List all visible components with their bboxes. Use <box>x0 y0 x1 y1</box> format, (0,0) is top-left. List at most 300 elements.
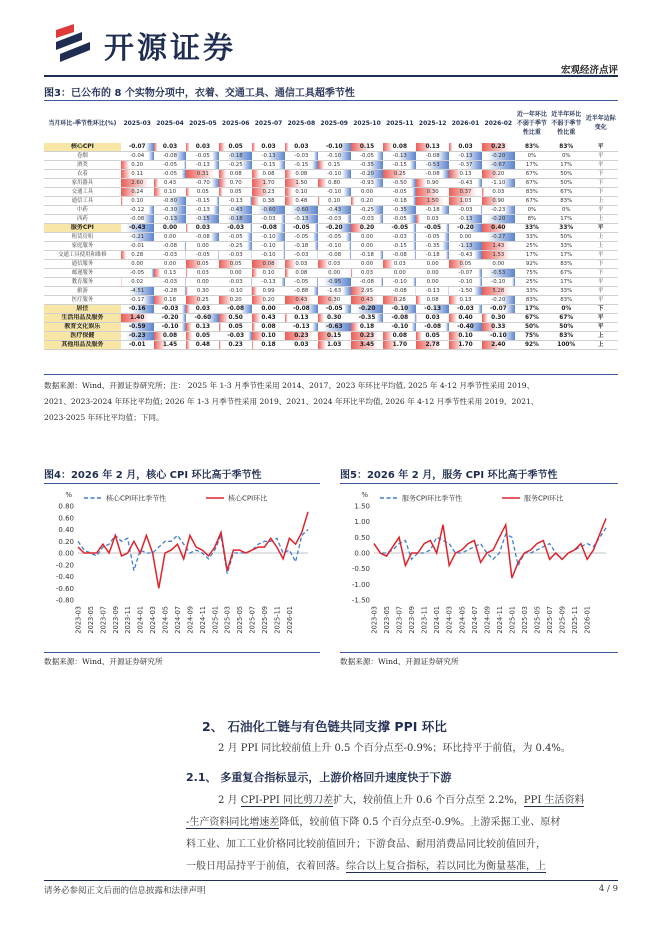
table-cell-value: -0.13 <box>416 287 449 296</box>
table-cell-value: -0.93 <box>351 179 384 188</box>
table-cell-value: 0.24 <box>121 188 154 197</box>
table-cell-value: 0.20 <box>351 224 384 233</box>
table-cell-value: -0.08 <box>416 170 449 179</box>
table-cell-value: 5.28 <box>482 287 515 296</box>
table-header-month: 2025-12 <box>418 119 447 127</box>
table-cell-value: 0.90 <box>482 197 515 206</box>
table-cell-value: -0.03 <box>219 224 252 233</box>
y-tick-label: 0.80 <box>58 502 74 511</box>
table-cell-value: 0.28 <box>121 251 154 260</box>
series-line-actual <box>374 519 606 579</box>
table-cell-value: 0.50 <box>219 314 252 323</box>
table-cell-share-half: 50% <box>549 233 583 242</box>
table-cell-value: 0.23 <box>351 332 384 341</box>
table-cell-value: -0.03 <box>219 251 252 260</box>
table-cell-value: -0.59 <box>121 323 154 332</box>
table-header-month: 2026-02 <box>484 119 513 127</box>
table-cell-value: 2.40 <box>482 341 515 350</box>
x-tick-label: 2024-05 <box>161 606 170 634</box>
table-cell-change: 下 <box>583 260 618 269</box>
table-cell-change: 平 <box>583 152 618 161</box>
service-cpi-chart <box>340 484 618 652</box>
table-cell-value: -0.20 <box>351 305 384 314</box>
table-header-month: 2025-06 <box>221 119 250 127</box>
table-cell-value: 0.00 <box>318 269 351 278</box>
y-tick-label: 0.00 <box>354 549 370 558</box>
table-cell-share-half: 83% <box>549 296 583 305</box>
table-cell-share-half: 17% <box>549 161 583 170</box>
table-cell-share-half: 0% <box>549 152 583 161</box>
cpi-seasonal-table <box>44 103 618 350</box>
table-cell-value: -0.43 <box>449 179 482 188</box>
table-cell-share-year: 0% <box>515 206 549 215</box>
paragraph-2-line-4 <box>186 856 618 878</box>
x-tick-label: 2023-07 <box>99 606 108 634</box>
table-cell-value: 0.03 <box>186 224 219 233</box>
table-cell-value: -0.63 <box>318 323 351 332</box>
table-cell-value: -0.28 <box>154 287 187 296</box>
table-cell-value: -0.08 <box>252 224 285 233</box>
table-cell-value: -0.13 <box>449 215 482 224</box>
table-cell-value: 0.03 <box>285 143 318 152</box>
table-cell-value: -1.13 <box>449 242 482 251</box>
legend-label: 服务CPI环比季节性 <box>402 494 463 503</box>
table-cell-value: -0.10 <box>154 323 187 332</box>
p5-underline: 综合以上复合指标，若以同比为衡量基准，上 <box>346 861 546 872</box>
paragraph-1: 2 月 PPI 同比较前值上升 0.5 个百分点至-0.9%；环比持平于前值，为 0.4%。 <box>218 743 571 754</box>
table-cell-value: 0.03 <box>186 269 219 278</box>
table-cell-share-year: 92% <box>515 260 549 269</box>
legend-label: 服务CPI环比 <box>524 494 564 503</box>
table-cell-value: 1.43 <box>482 242 515 251</box>
legend-label: 核心CPI环比季节性 <box>106 494 167 503</box>
table-row-label: 教育服务 <box>44 278 121 287</box>
table-header-month: 2025-04 <box>156 119 184 127</box>
table-row-label: 居住 <box>44 305 121 314</box>
table-cell-value: 0.03 <box>318 260 351 269</box>
y-tick-label: -0.20 <box>55 561 74 570</box>
table-cell-value: -0.08 <box>351 278 384 287</box>
table-cell-value: -0.10 <box>449 278 482 287</box>
table-cell-value: -0.20 <box>351 170 384 179</box>
table-cell-value: 0.40 <box>482 224 515 233</box>
table-cell-value: 0.33 <box>482 323 515 332</box>
table-cell-value: 1.03 <box>318 341 351 350</box>
table-cell-change: 平 <box>583 161 618 170</box>
table-cell-value: -0.53 <box>482 269 515 278</box>
table-cell-value: -0.05 <box>383 224 416 233</box>
table-cell-value: 0.08 <box>416 296 449 305</box>
table-cell-value: 0.28 <box>383 296 416 305</box>
table-cell-value: 0.08 <box>219 170 252 179</box>
table-cell-change: 平 <box>583 323 618 332</box>
table-cell-share-year: 0% <box>515 152 549 161</box>
table-cell-value: 0.00 <box>351 233 384 242</box>
x-tick-label: 2024-11 <box>495 606 504 634</box>
table-cell-value: 1.53 <box>482 251 515 260</box>
table-cell-value: -0.05 <box>186 251 219 260</box>
table-cell-share-year: 67% <box>515 179 549 188</box>
table-cell-share-year: 33% <box>515 233 549 242</box>
table-cell-change: 下 <box>583 188 618 197</box>
table-cell-value: -0.01 <box>121 242 154 251</box>
table-cell-value: -0.15 <box>285 161 318 170</box>
table-row-label: 卷烟 <box>44 152 121 161</box>
y-tick-label: 1.50 <box>354 502 370 511</box>
x-tick-label: 2024-09 <box>483 606 492 634</box>
table-cell-value: -0.05 <box>285 224 318 233</box>
x-tick-label: 2024-11 <box>198 606 207 634</box>
table-cell-value: 0.23 <box>219 341 252 350</box>
table-cell-share-year: 83% <box>515 296 549 305</box>
table-row <box>44 269 618 278</box>
table-row-label: 酒类 <box>44 161 121 170</box>
table-row-label: 医疗服务 <box>44 296 121 305</box>
table-cell-value: 0.48 <box>285 197 318 206</box>
table-row <box>44 197 618 206</box>
table-cell-share-year: 8% <box>515 215 549 224</box>
table-cell-value: -0.35 <box>351 161 384 170</box>
table-cell-value: -0.03 <box>285 251 318 260</box>
table-row-label: 西药 <box>44 215 121 224</box>
table-cell-value: -0.05 <box>154 161 187 170</box>
table-cell-value: -0.13 <box>285 215 318 224</box>
table-cell-value: 2.60 <box>121 179 154 188</box>
table-row <box>44 323 618 332</box>
table-header-month: 2025-03 <box>123 119 151 127</box>
table-cell-share-half: 67% <box>549 188 583 197</box>
table-cell-value: 0.43 <box>285 296 318 305</box>
table-cell-value: -4.51 <box>121 287 154 296</box>
table-cell-share-half: 33% <box>549 287 583 296</box>
table-cell-share-half: 0% <box>549 206 583 215</box>
table-cell-value: 1.70 <box>252 179 285 188</box>
table-cell-value: -0.05 <box>219 233 252 242</box>
table-header-month: 2025-08 <box>287 119 316 127</box>
p5-text: 一般日用品持平于前值，衣着回落。 <box>186 861 346 872</box>
table-cell-value: -0.18 <box>383 197 416 206</box>
table-cell-value: -0.35 <box>351 314 384 323</box>
table-cell-share-year: 25% <box>515 242 549 251</box>
table-cell-value: 0.02 <box>121 278 154 287</box>
x-tick-label: 2023-11 <box>124 606 133 634</box>
table-cell-value: 0.00 <box>416 278 449 287</box>
table-cell-value: -0.15 <box>252 161 285 170</box>
table-cell-value: -0.20 <box>482 215 515 224</box>
table-cell-value: -0.07 <box>482 305 515 314</box>
table-cell-value: 0.40 <box>449 314 482 323</box>
table-figure-title: 图3：已公布的 8 个实物分项中，衣着、交通工具、通信工具超季节性 <box>44 88 355 99</box>
table-cell-value: -1.63 <box>318 287 351 296</box>
table-cell-share-year: 33% <box>515 287 549 296</box>
table-cell-change: 平 <box>583 251 618 260</box>
y-tick-label: -0.50 <box>351 565 370 574</box>
table-cell-value: 0.08 <box>252 260 285 269</box>
table-row-label: 家用器具 <box>44 179 121 188</box>
table-cell-value: -0.10 <box>318 188 351 197</box>
table-cell-value: -0.03 <box>449 206 482 215</box>
table-row-label: 通信服务 <box>44 260 121 269</box>
table-cell-value: -0.10 <box>318 152 351 161</box>
table-cell-change: 下 <box>583 305 618 314</box>
table-cell-value: 0.10 <box>318 197 351 206</box>
table-cell-value: -0.03 <box>219 278 252 287</box>
table-row <box>44 170 618 179</box>
table-cell-value: -0.10 <box>318 143 351 152</box>
table-cell-value: 0.08 <box>154 332 187 341</box>
section-heading: 2、 石油化工链与有色链共同支撑 PPI 环比 <box>202 719 447 734</box>
table-row <box>44 224 618 233</box>
table-cell-share-year: 75% <box>515 269 549 278</box>
table-row <box>44 179 618 188</box>
table-cell-value: -0.27 <box>482 233 515 242</box>
table-row-label: 家庭服务 <box>44 242 121 251</box>
table-cell-value: -0.05 <box>285 233 318 242</box>
table-cell-value: 0.05 <box>219 260 252 269</box>
table-cell-value: 0.20 <box>219 296 252 305</box>
table-row-label: 中药 <box>44 206 121 215</box>
table-cell-value: 0.05 <box>449 260 482 269</box>
table-cell-value: -0.37 <box>449 161 482 170</box>
table-row <box>44 161 618 170</box>
table-cell-value: 0.80 <box>318 179 351 188</box>
table-cell-value: -0.10 <box>383 278 416 287</box>
table-cell-value: -1.10 <box>482 179 515 188</box>
table-row-label: 核心CPI <box>44 143 121 152</box>
table-cell-value: -0.13 <box>285 323 318 332</box>
table-cell-value: -0.10 <box>383 323 416 332</box>
paragraph-2-line-1 <box>218 790 650 812</box>
table-cell-value: -0.43 <box>449 251 482 260</box>
table-cell-value: 0.08 <box>285 170 318 179</box>
table-cell-value: -0.67 <box>482 161 515 170</box>
p2-text-b: 扩大，较前值上升 0.6 个百分点至 2.2%， <box>333 795 524 806</box>
table-cell-value: -0.50 <box>383 179 416 188</box>
table-cell-change: 上 <box>583 341 618 350</box>
x-tick-label: 2023-05 <box>86 606 95 634</box>
table-row <box>44 287 618 296</box>
chart-right-title: 图5：2026 年 2 月，服务 CPI 环比高于季节性 <box>340 470 558 481</box>
table-row-label: 其他用品及服务 <box>44 341 121 350</box>
table-cell-value: -0.10 <box>252 233 285 242</box>
table-cell-value: 0.20 <box>351 197 384 206</box>
table-cell-share-half: 0% <box>549 305 583 314</box>
table-cell-value: -0.21 <box>121 233 154 242</box>
table-cell-value: 0.00 <box>154 260 187 269</box>
table-header-month: 2025-09 <box>320 119 348 127</box>
table-cell-value: -0.12 <box>121 206 154 215</box>
table-cell-value: 0.43 <box>351 296 384 305</box>
table-cell-value: 0.30 <box>186 287 219 296</box>
table-cell-value: -0.18 <box>416 251 449 260</box>
table-cell-share-half: 83% <box>549 143 583 152</box>
table-row <box>44 215 618 224</box>
x-tick-label: 2025-03 <box>520 606 529 634</box>
table-cell-share-year: 25% <box>515 278 549 287</box>
table-cell-value: 0.08 <box>252 323 285 332</box>
table-cell-value: 0.48 <box>186 341 219 350</box>
table-cell-value: -0.05 <box>383 215 416 224</box>
table-body <box>44 143 618 350</box>
table-header-month: 2026-01 <box>451 119 480 127</box>
table-cell-share-year: 83% <box>515 188 549 197</box>
table-cell-value: 0.30 <box>318 314 351 323</box>
table-cell-value: -0.08 <box>383 251 416 260</box>
x-tick-label: 2024-01 <box>433 606 442 634</box>
series-line-actual <box>78 512 308 588</box>
table-cell-value: -0.15 <box>186 215 219 224</box>
logo-text: 开源证券 <box>104 31 236 66</box>
table-cell-value: 0.00 <box>186 242 219 251</box>
table-cell-value: 0.00 <box>383 269 416 278</box>
x-tick-label: 2024-05 <box>458 606 467 634</box>
table-cell-value: -0.18 <box>351 251 384 260</box>
table-cell-value: 0.13 <box>449 296 482 305</box>
table-cell-value: -0.03 <box>383 233 416 242</box>
table-cell-value: 0.25 <box>186 296 219 305</box>
x-tick-label: 2025-03 <box>223 606 232 634</box>
footer-disclaimer: 请务必参阅正文后面的信息披露和法律声明 <box>44 886 206 896</box>
table-cell-value: 0.00 <box>351 260 384 269</box>
x-tick-label: 2026-01 <box>285 606 294 634</box>
table-cell-value: 0.00 <box>351 188 384 197</box>
table-row <box>44 314 618 323</box>
table-row-label: 教育文化娱乐 <box>44 323 121 332</box>
table-cell-value: -0.23 <box>482 206 515 215</box>
table-cell-share-year: 75% <box>515 332 549 341</box>
table-cell-value: -0.13 <box>449 152 482 161</box>
x-tick-label: 2025-01 <box>211 606 220 634</box>
table-cell-value: -0.20 <box>482 296 515 305</box>
table-cell-value: 0.00 <box>186 278 219 287</box>
table-source-line-1: 数据来源：Wind、开源证券研究所；注： 2025 年 1-3 月季节性采用 2014、2017、2023 年环比平均值, 2025 年 4-12 月季节性采用 2019、 <box>44 381 535 390</box>
x-tick-label: 2023-09 <box>111 606 120 634</box>
table-cell-value: -0.43 <box>318 206 351 215</box>
chart-left-source: 数据来源：Wind、开源证券研究所 <box>44 657 163 666</box>
table-cell-share-half: 100% <box>549 341 583 350</box>
table-cell-value: -0.05 <box>318 305 351 314</box>
table-cell-value: -0.03 <box>154 278 187 287</box>
table-row <box>44 143 618 152</box>
table-row-label: 旅游 <box>44 287 121 296</box>
table-cell-value: -0.13 <box>383 152 416 161</box>
table-cell-value: 0.03 <box>383 260 416 269</box>
table-row <box>44 296 618 305</box>
x-tick-label: 2025-07 <box>248 606 257 634</box>
table-cell-value: 0.03 <box>351 269 384 278</box>
table-cell-value: -0.13 <box>416 305 449 314</box>
table-cell-change: 上 <box>583 233 618 242</box>
table-cell-change: 上 <box>583 197 618 206</box>
table-cell-value: -0.03 <box>285 152 318 161</box>
y-tick-label: -0.60 <box>55 584 74 593</box>
table-cell-value: 0.30 <box>416 188 449 197</box>
table-cell-share-year: 67% <box>515 197 549 206</box>
table-cell-value: -0.10 <box>252 251 285 260</box>
table-cell-value: -0.95 <box>318 278 351 287</box>
table-cell-value: -0.15 <box>383 161 416 170</box>
table-cell-value: -0.60 <box>252 206 285 215</box>
table-cell-value: -0.03 <box>449 305 482 314</box>
x-tick-label: 2024-07 <box>173 606 182 634</box>
table-row <box>44 305 618 314</box>
table-cell-value: -0.17 <box>121 296 154 305</box>
x-tick-label: 2024-03 <box>445 606 454 634</box>
table-cell-value: -0.08 <box>186 233 219 242</box>
table-cell-value: 0.13 <box>154 269 187 278</box>
table-cell-value: -0.05 <box>351 152 384 161</box>
table-cell-value: -0.08 <box>154 242 187 251</box>
table-cell-value: -0.08 <box>121 215 154 224</box>
table-cell-share-year: 17% <box>515 305 549 314</box>
table-cell-share-half: 67% <box>549 269 583 278</box>
table-cell-value: -0.43 <box>121 224 154 233</box>
table-cell-value: 0.30 <box>482 314 515 323</box>
table-cell-value: 0.03 <box>416 314 449 323</box>
table-cell-value: -0.20 <box>482 152 515 161</box>
table-cell-value: -0.13 <box>219 197 252 206</box>
x-tick-label: 2025-09 <box>260 606 269 634</box>
table-cell-value: 0.05 <box>219 188 252 197</box>
table-cell-value: 1.40 <box>121 314 154 323</box>
table-cell-value: -0.35 <box>416 242 449 251</box>
table-row <box>44 260 618 269</box>
table-cell-value: 0.05 <box>219 323 252 332</box>
paragraph-2-line-2 <box>186 812 618 834</box>
table-cell-value: 0.20 <box>482 170 515 179</box>
table-row <box>44 278 618 287</box>
table-row <box>44 242 618 251</box>
table-cell-value: 0.10 <box>121 197 154 206</box>
company-logo <box>52 20 252 64</box>
table-header-month: 2025-07 <box>254 119 283 127</box>
table-cell-value: -0.13 <box>186 161 219 170</box>
y-tick-label: -0.40 <box>55 573 74 581</box>
table-cell-value: 0.05 <box>186 260 219 269</box>
chart-left-title: 图4：2026 年 2 月，核心 CPI 环比高于季节性 <box>44 470 262 481</box>
y-tick-label: 0.60 <box>58 514 74 523</box>
table-cell-value: -0.08 <box>383 314 416 323</box>
table-cell-share-year: 33% <box>515 224 549 233</box>
table-cell-value: -0.10 <box>482 278 515 287</box>
x-tick-label: 2023-05 <box>383 606 392 634</box>
x-tick-label: 2025-05 <box>533 606 542 634</box>
subsection-heading: 2.1、 多重复合指标显示，上游价格回升速度快于下游 <box>186 771 452 784</box>
table-cell-change: 下 <box>583 179 618 188</box>
report-type: 宏观经济点评 <box>560 65 618 76</box>
table-cell-value: -0.07 <box>121 143 154 152</box>
y-tick-label: -0.80 <box>55 596 74 605</box>
legend-label: 核心CPI环比 <box>228 494 268 503</box>
table-cell-share-half: 50% <box>549 170 583 179</box>
table-cell-value: 0.18 <box>351 323 384 332</box>
table-cell-value: -0.05 <box>186 152 219 161</box>
table-row <box>44 341 618 350</box>
table-cell-value: 0.20 <box>121 161 154 170</box>
table-cell-value: 0.20 <box>252 296 285 305</box>
x-tick-label: 2023-03 <box>370 606 379 634</box>
table-cell-value: -0.25 <box>351 206 384 215</box>
table-cell-value: -0.60 <box>285 206 318 215</box>
table-cell-share-half: 17% <box>549 215 583 224</box>
table-cell-change: 上 <box>583 242 618 251</box>
p3-underline: -生产资料同比增速差 <box>186 817 280 828</box>
table-cell-value: -0.08 <box>219 305 252 314</box>
table-cell-share-half: 83% <box>549 260 583 269</box>
table-row-label: 生活用品及服务 <box>44 314 121 323</box>
table-cell-change: 下 <box>583 170 618 179</box>
table-cell-share-half: 50% <box>549 179 583 188</box>
